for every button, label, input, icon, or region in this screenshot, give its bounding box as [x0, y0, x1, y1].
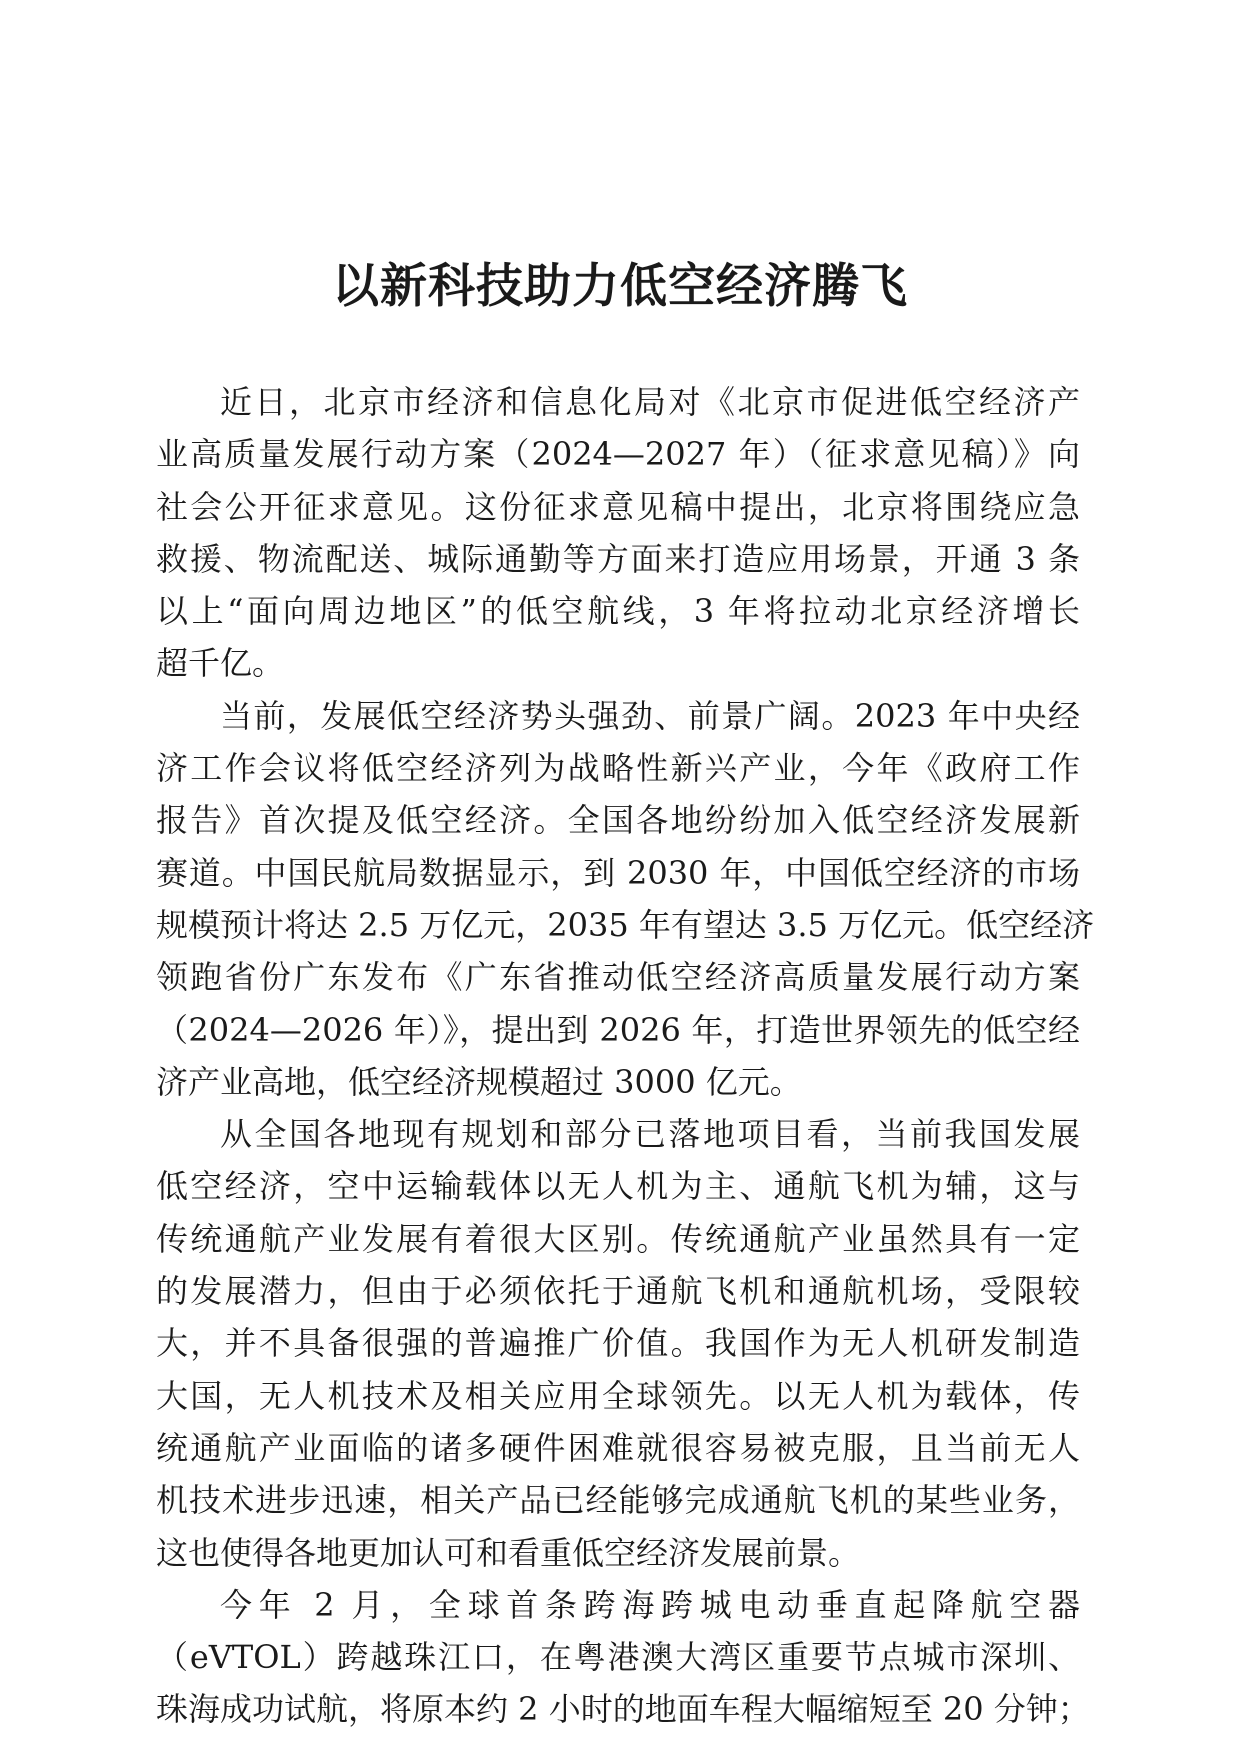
paragraph-3-line: 大，并不具备很强的普遍推广价值。我国作为无人机研发制造 [156, 1324, 1080, 1363]
paragraph-2-line: 规模预计将达 2.5 万亿元，2035 年有望达 3.5 万亿元。低空经济 [156, 905, 1095, 944]
paragraph-3-line: 这也使得各地更加认可和看重低空经济发展前景。 [156, 1533, 861, 1572]
paragraph-2-line: 济产业高地，低空经济规模超过 3000 亿元。 [156, 1062, 802, 1101]
paragraph-3-line: 机技术进步迅速，相关产品已经能够完成通航飞机的某些业务， [156, 1481, 1080, 1520]
paragraph-1-line: 社会公开征求意见。这份征求意见稿中提出，北京将围绕应急 [156, 487, 1080, 526]
paragraph-1-line: 超千亿。 [156, 644, 285, 683]
paragraph-2-line: 赛道。中国民航局数据显示，到 2030 年，中国低空经济的市场 [156, 853, 1080, 892]
paragraph-2-line: 当前，发展低空经济势头强劲、前景广阔。2023 年中央经 [220, 696, 1080, 735]
paragraph-3-line: 低空经济，空中运输载体以无人机为主、通航飞机为辅，这与 [156, 1167, 1080, 1206]
paragraph-2-line: （2024—2026 年）》，提出到 2026 年，打造世界领先的低空经 [156, 1010, 1080, 1049]
document-title: 以新科技助力低空经济腾飞 [332, 259, 908, 314]
paragraph-3-line: 统通航产业面临的诸多硬件困难就很容易被克服，且当前无人 [156, 1428, 1080, 1467]
paragraph-3-line: 的发展潜力，但由于必须依托于通航飞机和通航机场，受限较 [156, 1272, 1080, 1311]
paragraph-2-line: 报告》首次提及低空经济。全国各地纷纷加入低空经济发展新 [156, 801, 1080, 840]
paragraph-2-line: 领跑省份广东发布《广东省推动低空经济高质量发展行动方案 [156, 958, 1080, 997]
paragraph-3-line: 从全国各地现有规划和部分已落地项目看，当前我国发展 [220, 1115, 1080, 1154]
paragraph-3-line: 传统通航产业发展有着很大区别。传统通航产业虽然具有一定 [156, 1219, 1080, 1258]
paragraph-1-line: 近日，北京市经济和信息化局对《北京市促进低空经济产 [220, 383, 1080, 421]
paragraph-1-line: 业高质量发展行动方案（2024—2027 年）（征求意见稿）》向 [156, 435, 1080, 474]
paragraph-4-line: 今年 2 月，全球首条跨海跨城电动垂直起降航空器 [220, 1585, 1080, 1624]
paragraph-3-line: 大国，无人机技术及相关应用全球领先。以无人机为载体，传 [156, 1376, 1080, 1415]
paragraph-1-line: 救援、物流配送、城际通勤等方面来打造应用场景，开通 3 条 [156, 539, 1080, 578]
paragraph-1-line: 以上“面向周边地区”的低空航线，3 年将拉动北京经济增长 [156, 592, 1080, 631]
paragraph-2-line: 济工作会议将低空经济列为战略性新兴产业，今年《政府工作 [156, 749, 1080, 788]
paragraph-4-line: 珠海成功试航，将原本约 2 小时的地面车程大幅缩短至 20 分钟； [156, 1690, 1090, 1729]
paragraph-4-line: （eVTOL）跨越珠江口，在粤港澳大湾区重要节点城市深圳、 [156, 1638, 1080, 1677]
article-body [156, 376, 1095, 1736]
